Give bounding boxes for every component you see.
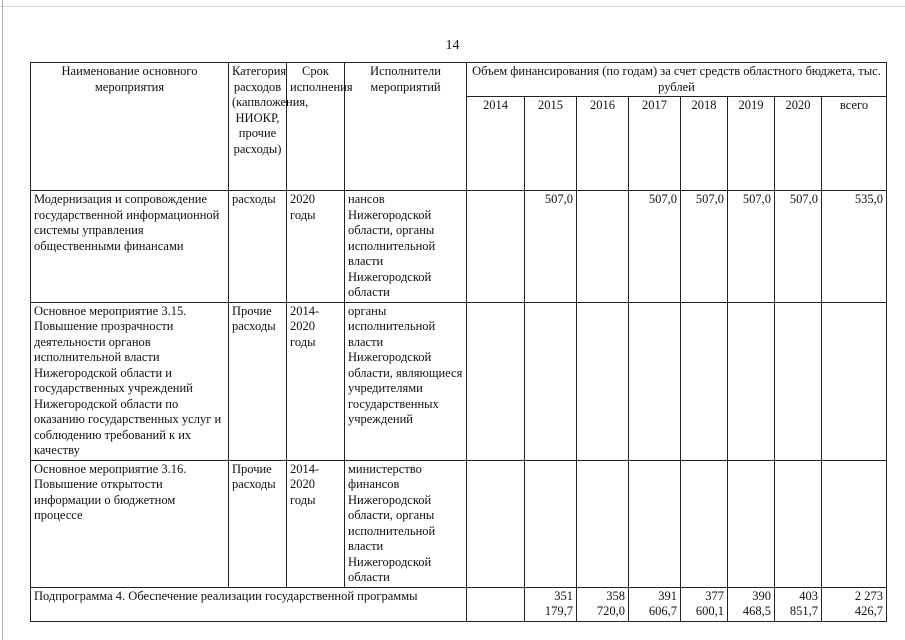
subtotal-label: Подпрограмма 4. Обеспечение реализации государственной программы [31,587,467,621]
row-value [467,302,525,460]
row-name: Модернизация и сопровождение государственной информационной системы управления общественными финансами [31,191,229,303]
row-value [681,460,728,587]
row-value [728,302,775,460]
scan-artifact-edge [2,0,3,640]
row-value: 507,0 [681,191,728,303]
subtotal-value: 358 720,0 [577,587,629,621]
row-value [577,460,629,587]
header-year: 2019 [728,97,775,191]
header-term: Срок исполнения [287,63,345,191]
header-year: 2018 [681,97,728,191]
row-term: 2014-2020 годы [287,460,345,587]
row-executors: министерство финансов Нижегородской области, органы исполнительной власти Нижегородской области [345,460,467,587]
table-row [31,460,887,587]
row-value [728,460,775,587]
row-value [525,460,577,587]
header-year: 2014 [467,97,525,191]
subtotal-value: 391 606,7 [629,587,681,621]
scan-artifact-line [0,6,905,7]
row-executors: органы исполнительной власти Нижегородской области, являющиеся учредителями государственных учреждений [345,302,467,460]
row-total: 535,0 [822,191,887,303]
row-name: Основное мероприятие 3.15. Повышение прозрачности деятельности органов исполнительной власти Нижегородской области и государственных учреждений Нижегородской области по оказанию государственных услуг и соблюдению требований к их качеству [31,302,229,460]
row-value [467,460,525,587]
funding-table [30,62,887,622]
header-row [31,63,887,97]
row-name: Основное мероприятие 3.16. Повышение открытости информации о бюджетном процессе [31,460,229,587]
table-row [31,191,887,303]
row-term: 2020 годы [287,191,345,303]
row-value [525,302,577,460]
header-total: всего [822,97,887,191]
subtotal-row [31,587,887,621]
row-value: 507,0 [775,191,822,303]
header-year: 2020 [775,97,822,191]
row-value [775,460,822,587]
row-value [681,302,728,460]
row-value: 507,0 [629,191,681,303]
subtotal-value [467,587,525,621]
subtotal-value: 390 468,5 [728,587,775,621]
header-year: 2016 [577,97,629,191]
row-total [822,460,887,587]
header-name: Наименование основного мероприятия [31,63,229,191]
row-value [629,302,681,460]
row-value [467,191,525,303]
page-number: 14 [445,38,460,53]
header-category: Категория расходов (капвложения, НИОКР, прочие расходы) [229,63,287,191]
row-category: расходы [229,191,287,303]
table-row [31,302,887,460]
header-year: 2017 [629,97,681,191]
subtotal-value: 403 851,7 [775,587,822,621]
row-executors: нансов Нижегородской области, органы исполнительной власти Нижегородской области [345,191,467,303]
subtotal-value: 351 179,7 [525,587,577,621]
row-value [629,460,681,587]
header-executors: Исполнители мероприятий [345,63,467,191]
row-value [577,302,629,460]
header-year: 2015 [525,97,577,191]
row-value [775,302,822,460]
row-value: 507,0 [525,191,577,303]
row-value: 507,0 [728,191,775,303]
header-funding: Объем финансирования (по годам) за счет средств областного бюджета, тыс. рублей [467,63,887,97]
row-category: Прочие расходы [229,460,287,587]
subtotal-total: 2 273 426,7 [822,587,887,621]
row-total [822,302,887,460]
row-term: 2014-2020 годы [287,302,345,460]
row-value [577,191,629,303]
subtotal-value: 377 600,1 [681,587,728,621]
row-category: Прочие расходы [229,302,287,460]
